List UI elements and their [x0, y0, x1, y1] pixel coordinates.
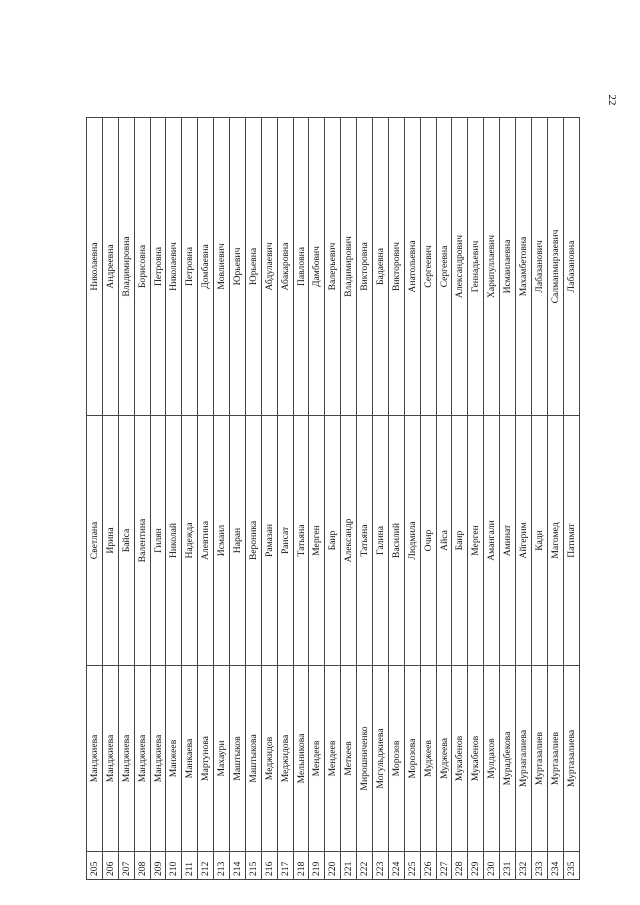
- row-number: 232: [516, 852, 532, 880]
- first-name-cell: Патимат: [563, 416, 579, 666]
- first-name-cell: Баир: [325, 416, 341, 666]
- surname-cell: Меджидов: [261, 666, 277, 852]
- surname-cell: Манджиева: [150, 666, 166, 852]
- first-name-cell: Татьяна: [293, 416, 309, 666]
- surname-cell: Маштыков: [230, 666, 246, 852]
- row-number: 209: [150, 852, 166, 880]
- row-number: 222: [357, 852, 373, 880]
- row-number: 207: [118, 852, 134, 880]
- row-number: 220: [325, 852, 341, 880]
- row-number: 208: [134, 852, 150, 880]
- surname-cell: Могульджиева: [373, 666, 389, 852]
- patronymic-cell: Геннадьевич: [468, 118, 484, 416]
- patronymic-cell: Валерьевич: [325, 118, 341, 416]
- patronymic-cell: Павловна: [293, 118, 309, 416]
- table-row: [388, 118, 404, 880]
- first-name-cell: Айса: [436, 416, 452, 666]
- row-number: 219: [309, 852, 325, 880]
- table-row: [245, 118, 261, 880]
- surname-cell: Маштыкова: [245, 666, 261, 852]
- patronymic-cell: Николаевич: [166, 118, 182, 416]
- row-number: 231: [500, 852, 516, 880]
- patronymic-cell: Абакаровна: [277, 118, 293, 416]
- surname-cell: Мельникова: [293, 666, 309, 852]
- table-row: [277, 118, 293, 880]
- first-name-cell: Василий: [388, 416, 404, 666]
- patronymic-cell: Сергеевич: [420, 118, 436, 416]
- surname-cell: Муртазалиева: [563, 666, 579, 852]
- table-row: [436, 118, 452, 880]
- patronymic-cell: Салманмирзаевич: [547, 118, 563, 416]
- surname-cell: Меткеев: [341, 666, 357, 852]
- page-number: 22: [606, 94, 618, 106]
- patronymic-cell: Юрьевич: [230, 118, 246, 416]
- surname-cell: Морозов: [388, 666, 404, 852]
- surname-cell: Муджеева: [436, 666, 452, 852]
- patronymic-cell: Лабазанович: [531, 118, 547, 416]
- row-number: 213: [214, 852, 230, 880]
- surname-cell: Манджиева: [102, 666, 118, 852]
- patronymic-cell: Владимировна: [118, 118, 134, 416]
- names-table-body: [87, 118, 580, 880]
- row-number: 214: [230, 852, 246, 880]
- first-name-cell: Раисат: [277, 416, 293, 666]
- row-number: 216: [261, 852, 277, 880]
- row-number: 225: [404, 852, 420, 880]
- row-number: 212: [198, 852, 214, 880]
- patronymic-cell: Борисовна: [134, 118, 150, 416]
- first-name-cell: Ирина: [102, 416, 118, 666]
- row-number: 234: [547, 852, 563, 880]
- first-name-cell: Николай: [166, 416, 182, 666]
- first-name-cell: Аминат: [500, 416, 516, 666]
- table-row: [118, 118, 134, 880]
- table-row: [87, 118, 103, 880]
- first-name-cell: Кади: [531, 416, 547, 666]
- surname-cell: Мирошниченко: [357, 666, 373, 852]
- patronymic-cell: Юрьевна: [245, 118, 261, 416]
- table-row: [293, 118, 309, 880]
- table-row: [166, 118, 182, 880]
- table-row: [198, 118, 214, 880]
- row-number: 226: [420, 852, 436, 880]
- row-number: 206: [102, 852, 118, 880]
- patronymic-cell: Андреевна: [102, 118, 118, 416]
- surname-cell: Муджеев: [420, 666, 436, 852]
- table-row: [261, 118, 277, 880]
- surname-cell: Меджидова: [277, 666, 293, 852]
- first-name-cell: Амангали: [484, 416, 500, 666]
- row-number: 221: [341, 852, 357, 880]
- surname-cell: Морозова: [404, 666, 420, 852]
- table-row: [134, 118, 150, 880]
- row-number: 211: [182, 852, 198, 880]
- patronymic-cell: Исмаилаевна: [500, 118, 516, 416]
- table-row: [102, 118, 118, 880]
- surname-cell: Муртазалиев: [531, 666, 547, 852]
- surname-cell: Махаури: [214, 666, 230, 852]
- surname-cell: Манкаева: [182, 666, 198, 852]
- table-row: [420, 118, 436, 880]
- first-name-cell: Людмила: [404, 416, 420, 666]
- patronymic-cell: Махамбетовна: [516, 118, 532, 416]
- patronymic-cell: Николаевна: [87, 118, 103, 416]
- table-row: [484, 118, 500, 880]
- surname-cell: Мукабенов: [452, 666, 468, 852]
- table-row: [150, 118, 166, 880]
- table-row: [341, 118, 357, 880]
- first-name-cell: Вероника: [245, 416, 261, 666]
- table-row: [516, 118, 532, 880]
- surname-cell: Мендеев: [325, 666, 341, 852]
- first-name-cell: Айгерим: [516, 416, 532, 666]
- patronymic-cell: Абдулаевич: [261, 118, 277, 416]
- first-name-cell: Галина: [373, 416, 389, 666]
- first-name-cell: Валентина: [134, 416, 150, 666]
- rotated-table-area: [86, 118, 577, 880]
- table-row: [547, 118, 563, 880]
- row-number: 228: [452, 852, 468, 880]
- row-number: 227: [436, 852, 452, 880]
- patronymic-cell: Харипуллаевич: [484, 118, 500, 416]
- table-row: [452, 118, 468, 880]
- surname-cell: Манжеев: [166, 666, 182, 852]
- first-name-cell: Светлана: [87, 416, 103, 666]
- surname-cell: Мукабенов: [468, 666, 484, 852]
- first-name-cell: Очир: [420, 416, 436, 666]
- table-row: [373, 118, 389, 880]
- row-number: 205: [87, 852, 103, 880]
- first-name-cell: Магомед: [547, 416, 563, 666]
- patronymic-cell: Бадаевна: [373, 118, 389, 416]
- first-name-cell: Мерген: [309, 416, 325, 666]
- row-number: 218: [293, 852, 309, 880]
- surname-cell: Манджиева: [134, 666, 150, 852]
- row-number: 224: [388, 852, 404, 880]
- patronymic-cell: Домбаевна: [198, 118, 214, 416]
- first-name-cell: Исмаил: [214, 416, 230, 666]
- patronymic-cell: Сергеевна: [436, 118, 452, 416]
- row-number: 215: [245, 852, 261, 880]
- patronymic-cell: Викторовна: [357, 118, 373, 416]
- first-name-cell: Татьяна: [357, 416, 373, 666]
- first-name-cell: Гилян: [150, 416, 166, 666]
- first-name-cell: Наран: [230, 416, 246, 666]
- patronymic-cell: Петровна: [150, 118, 166, 416]
- row-number: 230: [484, 852, 500, 880]
- first-name-cell: Мерген: [468, 416, 484, 666]
- patronymic-cell: Лабазановна: [563, 118, 579, 416]
- names-table: [86, 117, 580, 880]
- row-number: 229: [468, 852, 484, 880]
- first-name-cell: Рамазан: [261, 416, 277, 666]
- patronymic-cell: Викторович: [388, 118, 404, 416]
- row-number: 233: [531, 852, 547, 880]
- table-row: [230, 118, 246, 880]
- table-row: [531, 118, 547, 880]
- table-row: [182, 118, 198, 880]
- table-row: [404, 118, 420, 880]
- patronymic-cell: Александрович: [452, 118, 468, 416]
- table-row: [500, 118, 516, 880]
- patronymic-cell: Мовлиевич: [214, 118, 230, 416]
- row-number: 210: [166, 852, 182, 880]
- surname-cell: Мулдахов: [484, 666, 500, 852]
- patronymic-cell: Владимирович: [341, 118, 357, 416]
- first-name-cell: Надежда: [182, 416, 198, 666]
- first-name-cell: Алевтина: [198, 416, 214, 666]
- table-row: [468, 118, 484, 880]
- patronymic-cell: Петровна: [182, 118, 198, 416]
- surname-cell: Мендеев: [309, 666, 325, 852]
- surname-cell: Муртазалиев: [547, 666, 563, 852]
- surname-cell: Мартунова: [198, 666, 214, 852]
- first-name-cell: Байса: [118, 416, 134, 666]
- table-row: [214, 118, 230, 880]
- row-number: 235: [563, 852, 579, 880]
- patronymic-cell: Анатольевна: [404, 118, 420, 416]
- table-row: [357, 118, 373, 880]
- table-row: [309, 118, 325, 880]
- table-row: [325, 118, 341, 880]
- surname-cell: Мурадбекова: [500, 666, 516, 852]
- first-name-cell: Александр: [341, 416, 357, 666]
- surname-cell: Мурзагалиева: [516, 666, 532, 852]
- patronymic-cell: Дамбович: [309, 118, 325, 416]
- row-number: 217: [277, 852, 293, 880]
- surname-cell: Манджиева: [87, 666, 103, 852]
- surname-cell: Манджиева: [118, 666, 134, 852]
- table-row: [563, 118, 579, 880]
- row-number: 223: [373, 852, 389, 880]
- first-name-cell: Баир: [452, 416, 468, 666]
